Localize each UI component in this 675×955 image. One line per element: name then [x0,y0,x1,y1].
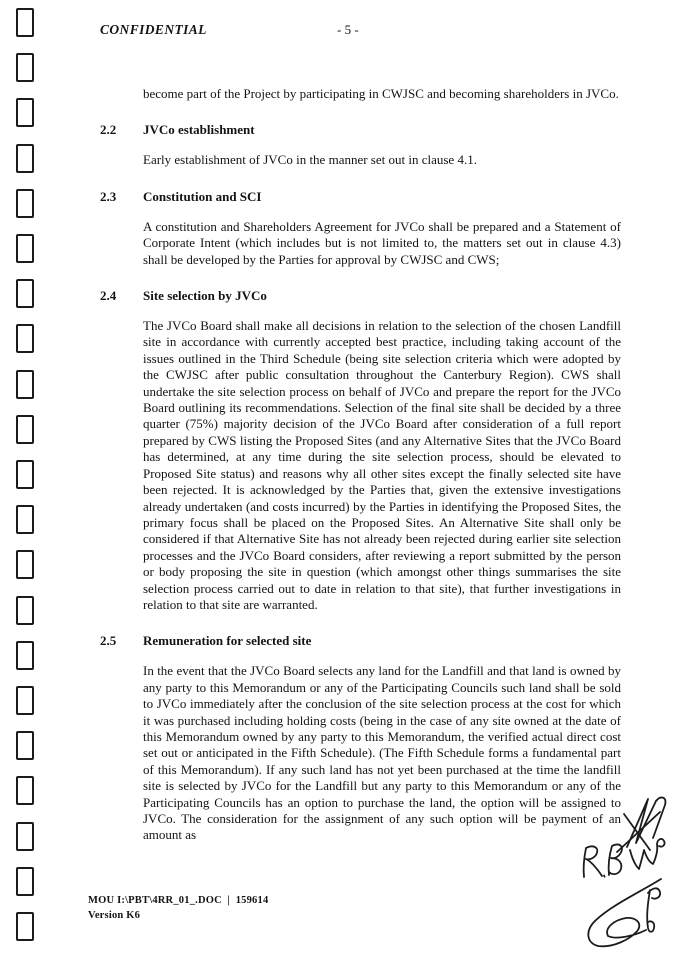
section-number: 2.3 [100,188,117,204]
initial-R [584,846,602,877]
section-2-4 [100,287,621,613]
document-footer [88,893,268,923]
handwritten-signature [578,778,675,955]
binding-hole [16,550,34,579]
binding-hole [16,370,34,399]
signature-hook [647,888,660,931]
binding-hole [16,189,34,218]
section-number: 2.2 [100,122,117,138]
section-title: Site selection by JVCo [143,288,267,304]
document-body [100,86,621,844]
binding-hole [16,822,34,851]
section-title: JVCo establishment [143,122,255,138]
page-number: - 5 - [337,22,359,37]
continued-paragraph: become part of the Project by participating in CWJSC and becoming shareholders in JVCo. [143,86,619,101]
section-title: Constitution and SCI [143,188,262,204]
section-number: 2.4 [100,288,117,304]
signature-zigzag [617,812,660,852]
binding-hole [16,279,34,308]
binding-hole [16,324,34,353]
binding-hole [16,505,34,534]
binding-hole [16,867,34,896]
binding-hole [16,234,34,263]
binding-hole [16,144,34,173]
binding-hole [16,596,34,625]
binding-hole [16,731,34,760]
binding-hole [16,98,34,127]
binding-hole [16,53,34,82]
section-number: 2.5 [100,633,117,649]
binding-hole [16,641,34,670]
section-2-5 [100,632,621,843]
section-paragraph: A constitution and Shareholders Agreement for JVCo shall be prepared and a Statement of Corporate Intent (which includes but is not limited to, the matters set out in clause 4.3) shall be developed by the Parties for approval by CWJSC and CWS; [143,218,621,267]
signature-loop [588,879,661,946]
binding-hole [16,8,34,37]
initial-W [630,839,665,869]
section-paragraph: In the event that the JVCo Board selects any land for the Landfill and that land is owned by any party to this Memorandum or any of the Participating Councils such land shall be sold to JVCo immediately after the conclusion of the site selection process at the cost for which it was purchased including holding costs (being in the case of any site owned at the date of this Memorandum owned by any party to this Memorandum, the verified actual direct cost set out or anticipated in the Fifth Schedule). (The Fifth Schedule forms a fundamental part of this Memorandum). If any such land has not yet been purchased at the time the landfill site is selected by JVCo for the Landfill but any party to this Memorandum or any of the Participating Councils has an option to purchase the land, the option will be assigned to JVCo. The consideration for the assignment of any such option will be payment of an amount as [143,663,621,843]
footer-file-reference: MOU I:\PBT\4RR_01_.DOC | 159614 [88,895,269,906]
binding-hole [16,460,34,489]
binding-hole [16,686,34,715]
binding-hole [16,415,34,444]
binding-hole [16,912,34,941]
section-title: Remuneration for selected site [143,633,312,649]
initial-dot [604,876,605,877]
section-2-3 [100,188,621,268]
binding-hole [16,776,34,805]
section-2-2 [100,121,621,168]
footer-version: Version K6 [88,910,141,921]
confidential-stamp: CONFIDENTIAL [100,22,207,37]
section-paragraph: The JVCo Board shall make all decisions in relation to the selection of the chosen Landfill site in accordance with currently accepted best practice, including taking account of the issues outlined in the Third Schedule (being site selection criteria which were adopted by the CWJSC after public consultation throughout the Canterbury Region). CWS shall undertake the site selection process on behalf of JVCo and prepare the report for the JVCo Board outlining its recommendations. Selection of the final site shall be decided by a three quarter (75%) majority decision of the JVCo Board after consideration of a full report prepared by CWS listing the Proposed Sites (and any Alternative Sites that the JVCo Board has determined, at any time during the site selection process, should be elevated to Proposed Site status) and reasons why all other sites except the finally selected site have been rejected. It is acknowledged by the Parties that, given the extensive investigations already undertaken (and costs incurred) by the Parties in identifying the Proposed Sites, the primary focus shall be placed on the Proposed Sites. An Alternative Site shall only be considered if that Alternative Site has not already been rejected during earlier site selection processes and the JVCo Board considers, after reviewing a report submitted by the person or body proposing the site in question (which amongst other things summarises the site selection process carried out to date in relation to that site), that further investigations in relation to that site are warranted. [143,318,621,612]
section-paragraph: Early establishment of JVCo in the manner set out in clause 4.1. [143,152,477,168]
